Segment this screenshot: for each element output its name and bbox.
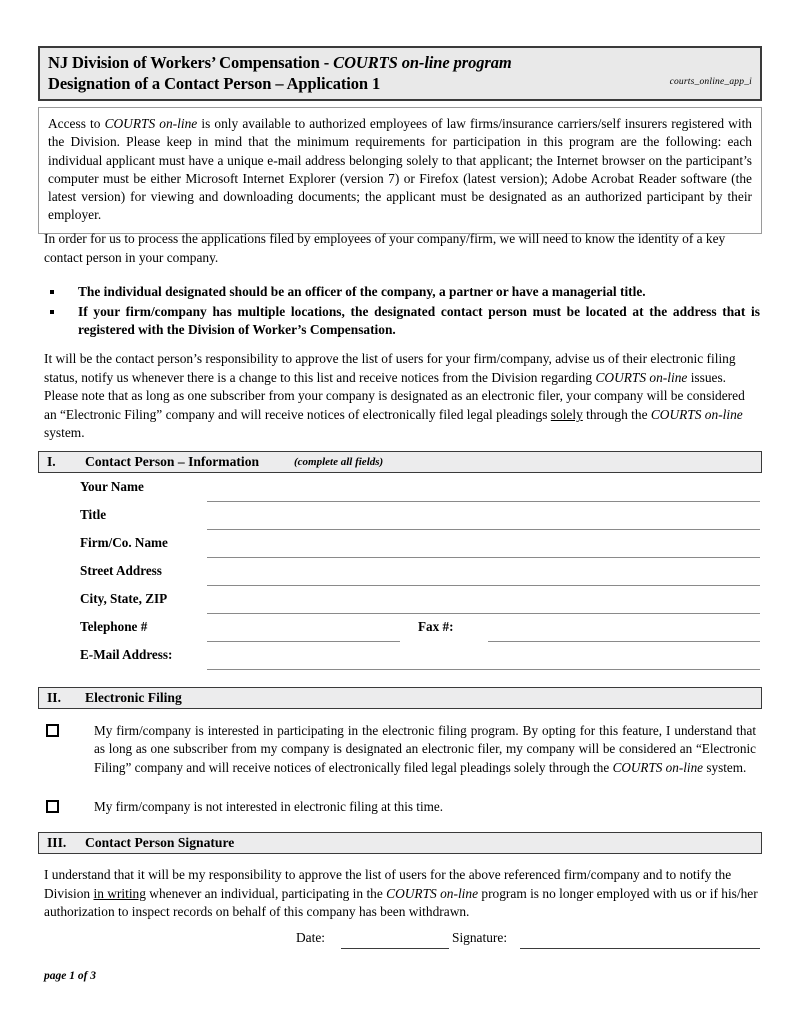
signature-label: Signature: [452, 930, 508, 945]
field-label-firm-name: Firm/Co. Name [80, 535, 168, 550]
title-line-2 [48, 73, 752, 94]
date-input[interactable] [341, 948, 449, 949]
bullet-text-1: The individual designated should be an officer of the company, a partner or have a managerial title. [78, 284, 646, 299]
responsibility-paragraph-text [44, 350, 760, 443]
resp-part-1: It will be the contact person’s responsibility to approve the list of users for your firm/company, advise us of their electronic filing status, notify us whenever there is a change to this list and receive notices from the Division regarding [44, 351, 736, 385]
option1-courts-online-italic: COURTS on-line [612, 759, 704, 775]
intro-paragraph [44, 230, 760, 267]
form-field-telephone[interactable] [38, 619, 762, 649]
title-program-name: COURTS on-line program [333, 53, 512, 72]
section-1-title: Contact Person – Information [85, 454, 260, 469]
notice-part-2: is only available to authorized employees of law firms/insurance carriers/self insurers registered with the Division. Please keep in mind that the minimum requirements for participation in this program are the following: each individual applicant must have a unique e-mail address belonging solely to that applicant; the Internet browser on the participant’s computer must be either Microsoft Internet Explorer (version 7) or Firefox (latest version); Adobe Acrobat Reader software (the latest version) for viewing and downloading documents; the applicant must be designated as an authorized participant by their employer. [48, 116, 752, 223]
resp-part-4: system. [44, 425, 85, 441]
section-1-number: I. [47, 454, 56, 469]
field-input-city-state-zip[interactable] [207, 613, 760, 614]
signature-input[interactable] [520, 948, 760, 949]
checkbox-interested-in-electronic-filing[interactable] [46, 724, 59, 737]
field-input-title[interactable] [207, 529, 760, 530]
electronic-filing-option-1-text [94, 722, 756, 777]
option1-part-1: My firm/company is interested in participating in the electronic filing program. By opting for this feature, I understand that as long as one subscriber from my company is designated an electronic filer, my company will be considered an “Electronic Filing” company and will receive notices of electronically filed legal pleadings solely through the [94, 723, 756, 775]
field-label-your-name: Your Name [80, 479, 144, 494]
requirements-bullet-list [44, 283, 760, 341]
bullet-square-icon [50, 290, 54, 294]
field-label-fax: Fax #: [418, 619, 454, 634]
resp-part-3: through the [582, 406, 651, 422]
title-agency-text: NJ Division of Workers’ Compensation - [48, 53, 334, 72]
checkbox-not-interested-in-electronic-filing[interactable] [46, 800, 59, 813]
field-input-email[interactable] [207, 669, 760, 670]
form-field-email[interactable] [38, 647, 762, 677]
field-label-telephone: Telephone # [80, 619, 148, 634]
field-input-your-name[interactable] [207, 501, 760, 502]
form-field-your-name[interactable] [38, 479, 762, 509]
section-header-contact-information [38, 451, 762, 473]
section-2-number: II. [47, 690, 61, 705]
form-field-firm-name[interactable] [38, 535, 762, 565]
section-header-contact-person-signature [38, 832, 762, 854]
electronic-filing-option-2-text: My firm/company is not interested in electronic filing at this time. [94, 799, 444, 814]
access-notice-text [48, 115, 752, 225]
field-label-title: Title [80, 507, 107, 522]
list-item [44, 283, 760, 302]
field-input-street-address[interactable] [207, 585, 760, 586]
stmt-part-1: I understand that it will be my responsibility to approve the list of users for the above referenced firm/company and to notify the Division [44, 867, 732, 901]
section-3-title: Contact Person Signature [85, 835, 235, 850]
signature-statement-text [44, 866, 760, 922]
field-input-fax[interactable] [488, 641, 760, 642]
document-title-banner [38, 46, 762, 101]
resp-courts-online-italic-1: COURTS on-line [595, 369, 688, 385]
responsibility-paragraph [44, 350, 760, 443]
section-1-note: (complete all fields) [294, 456, 384, 468]
field-label-street-address: Street Address [80, 563, 162, 578]
date-label: Date: [296, 930, 325, 945]
document-code: courts_online_app_i [669, 77, 752, 87]
bullet-square-icon [50, 310, 54, 314]
field-input-firm-name[interactable] [207, 557, 760, 558]
form-field-street-address[interactable] [38, 563, 762, 593]
stmt-courts-online-italic: COURTS on-line [386, 885, 479, 901]
intro-paragraph-text: In order for us to process the applications filed by employees of your company/firm, we will need to know the identity of a key contact person in your company. [44, 231, 726, 265]
field-label-email: E-Mail Address: [80, 647, 173, 662]
notice-courts-online-italic: COURTS on-line [104, 116, 198, 131]
field-input-telephone[interactable] [207, 641, 400, 642]
section-header-electronic-filing [38, 687, 762, 709]
title-line-1 [48, 52, 752, 73]
field-label-city-state-zip: City, State, ZIP [80, 591, 168, 606]
date-signature-row[interactable] [38, 930, 762, 952]
signature-statement [44, 866, 760, 922]
access-notice-box [38, 107, 762, 234]
option1-part-2: system. [703, 759, 747, 775]
resp-solely-underline: solely [550, 406, 583, 422]
section-2-title: Electronic Filing [85, 690, 182, 705]
stmt-in-writing-underline: in writing [93, 885, 146, 901]
form-field-title[interactable] [38, 507, 762, 537]
stmt-part-2: whenever an individual, participating in the [145, 885, 387, 901]
form-field-city-state-zip[interactable] [38, 591, 762, 621]
notice-part-1: Access to [48, 116, 105, 131]
page-footer: page 1 of 3 [44, 970, 97, 982]
resp-courts-online-italic-2: COURTS on-line [650, 406, 743, 422]
stmt-part-3: program is no longer employed with us or if his/her authorization to inspect records on behalf of this company has been withdrawn. [44, 885, 758, 920]
bullet-text-2: If your firm/company has multiple locations, the designated contact person must be located at the address that is registered with the Division of Worker’s Compensation. [78, 303, 760, 338]
section-3-number: III. [47, 835, 67, 850]
title-form-name: Designation of a Contact Person – Application 1 [48, 74, 381, 93]
page-content-area [38, 0, 762, 1035]
resp-part-2: issues. Please note that as long as one subscriber from your company is designated as an electronic filer, your company will be considered an “Electronic Filing” company and will receive notices of electronically filed legal pleadings [44, 369, 745, 422]
list-item [44, 303, 760, 340]
